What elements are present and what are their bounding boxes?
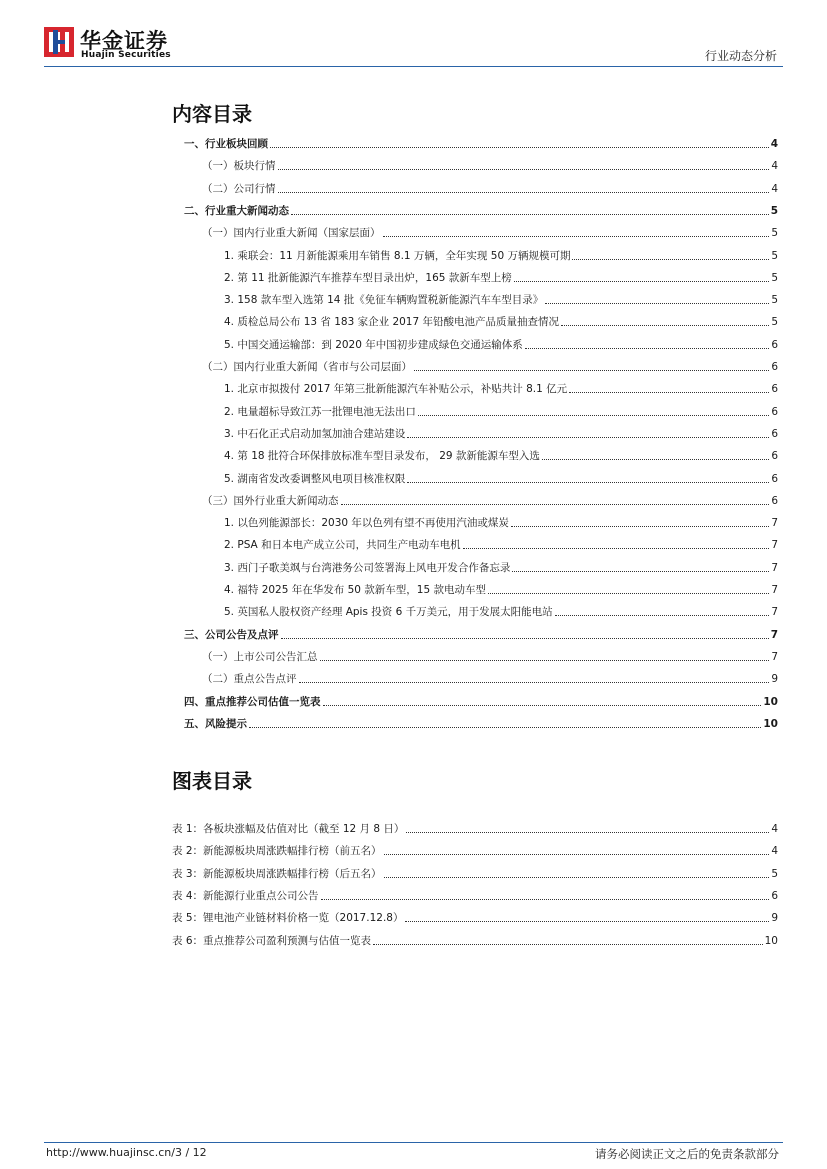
dot-leader	[281, 638, 769, 639]
dot-leader	[514, 281, 770, 282]
dot-leader	[488, 593, 769, 594]
toc-entry[interactable]	[172, 534, 778, 552]
dot-leader	[278, 169, 770, 170]
entry-label: （二）公司行情	[202, 182, 276, 195]
footer-url-page: http://www.huajinsc.cn/3 / 12	[46, 1146, 207, 1159]
toc-entry[interactable]	[172, 311, 778, 329]
entry-label: 一、行业板块回顾	[184, 138, 268, 150]
entry-page-number: 10	[763, 717, 778, 730]
entry-page-number: 6	[771, 450, 778, 463]
entry-page-number: 5	[770, 204, 778, 217]
toc-entry[interactable]	[172, 334, 778, 352]
dot-leader	[383, 236, 770, 237]
toc-entry[interactable]	[172, 512, 778, 530]
dot-leader	[525, 348, 770, 349]
entry-label: （一）国内行业重大新闻（国家层面）	[202, 227, 381, 240]
dot-leader	[512, 571, 769, 572]
entry-label: 四、重点推荐公司估值一览表	[184, 695, 321, 708]
entry-page-number: 5	[771, 316, 778, 329]
toc-entry[interactable]	[172, 445, 778, 463]
dot-leader	[561, 325, 769, 326]
toc-entry[interactable]	[172, 378, 778, 396]
dot-leader	[418, 415, 769, 416]
toc-entry[interactable]	[172, 646, 778, 664]
dot-leader	[555, 615, 770, 616]
entry-label: 5. 英国私人股权资产经理 Apis 投资 6 千万美元，用于发展太阳能电站	[224, 606, 553, 619]
table-list-entry[interactable]	[172, 840, 778, 858]
dot-leader	[545, 303, 769, 304]
dot-leader	[373, 944, 763, 945]
entry-page-number: 7	[771, 584, 778, 596]
entry-label: 表 1：各板块涨幅及估值对比（截至 12 月 8 日）	[172, 823, 405, 835]
entry-page-number: 5	[771, 294, 778, 307]
dot-leader	[299, 682, 770, 683]
toc-entry[interactable]	[172, 668, 778, 686]
entry-page-number: 6	[771, 338, 778, 351]
entry-page-number: 5	[771, 227, 778, 240]
entry-page-number: 6	[771, 472, 778, 485]
dot-leader	[384, 877, 770, 878]
entry-page-number: 6	[771, 427, 778, 440]
dot-leader	[511, 526, 769, 527]
dot-leader	[569, 392, 769, 393]
dot-leader	[414, 370, 769, 371]
entry-page-number: 4	[771, 823, 778, 835]
entry-page-number: 10	[764, 934, 778, 947]
entry-label: （二）重点公告点评	[202, 673, 297, 686]
logo-chinese-name: 华金证券	[80, 29, 168, 53]
entry-page-number: 6	[771, 383, 778, 396]
toc-entry[interactable]	[172, 713, 778, 731]
entry-label: 4. 福特 2025 年在华发布 50 款新车型，15 款电动车型	[224, 584, 486, 596]
toc-entry[interactable]	[172, 178, 778, 196]
company-logo	[44, 27, 184, 67]
toc-entry[interactable]	[172, 423, 778, 441]
footer-divider	[44, 1142, 783, 1143]
dot-leader	[321, 899, 770, 900]
entry-page-number: 7	[771, 517, 778, 530]
entry-label: 五、风险提示	[184, 717, 247, 730]
dot-leader	[572, 259, 769, 260]
entry-page-number: 4	[771, 160, 778, 173]
entry-label: 5. 中国交通运输部：到 2020 年中国初步建成绿色交通运输体系	[224, 338, 523, 351]
entry-label: 2. 第 11 批新能源汽车推荐车型目录出炉，165 款新车型上榜	[224, 271, 512, 284]
header-divider	[44, 66, 783, 67]
table-list-entry[interactable]	[172, 907, 778, 925]
entry-label: 三、公司公告及点评	[184, 628, 279, 641]
toc-entry[interactable]	[172, 245, 778, 263]
entry-page-number: 4	[771, 845, 778, 858]
toc-entry[interactable]	[172, 557, 778, 575]
entry-page-number: 6	[771, 361, 778, 373]
toc-entry[interactable]	[172, 155, 778, 173]
entry-label: （一）上市公司公告汇总	[202, 650, 318, 663]
entry-label: 1. 以色列能源部长：2030 年以色列有望不再使用汽油或煤炭	[224, 517, 509, 530]
dot-leader	[320, 660, 770, 661]
entry-page-number: 10	[763, 695, 778, 708]
entry-label: 表 3：新能源板块周涨跌幅排行榜（后五名）	[172, 867, 382, 880]
logo-english-name: Huajin Securities	[81, 50, 171, 60]
entry-page-number: 6	[771, 494, 778, 507]
entry-label: 表 6：重点推荐公司盈利预测与估值一览表	[172, 934, 372, 947]
entry-label: 2. 电量超标导致江苏一批锂电池无法出口	[224, 405, 416, 418]
toc-entry[interactable]	[172, 133, 778, 151]
entry-label: （二）国内行业重大新闻（省市与公司层面）	[202, 361, 412, 373]
toc-entry[interactable]	[172, 490, 778, 508]
entry-label: （一）板块行情	[202, 160, 276, 173]
entry-label: 表 2：新能源板块周涨跌幅排行榜（前五名）	[172, 845, 382, 858]
entry-label: （三）国外行业重大新闻动态	[202, 494, 339, 507]
entry-page-number: 9	[771, 673, 778, 686]
entry-label: 表 5：锂电池产业链材料价格一览（2017.12.8）	[172, 912, 404, 925]
report-type-label: 行业动态分析	[704, 49, 777, 63]
logo-mark-icon	[44, 27, 74, 57]
toc-entry[interactable]	[172, 468, 778, 486]
dot-leader	[270, 147, 769, 148]
entry-label: 4. 质检总局公布 13 省 183 家企业 2017 年铅酸电池产品质量抽查情况	[224, 316, 560, 329]
dot-leader	[407, 482, 769, 483]
dot-leader	[542, 459, 769, 460]
figures-heading: 图表目录	[172, 769, 252, 793]
toc-entry[interactable]	[172, 289, 778, 307]
page-header	[0, 0, 827, 70]
toc-entry[interactable]	[172, 691, 778, 709]
entry-label: 3. 158 款车型入选第 14 批《免征车辆购置税新能源汽车车型目录》	[224, 294, 544, 307]
entry-page-number: 7	[771, 650, 778, 663]
dot-leader	[323, 705, 762, 706]
toc-entry[interactable]	[172, 200, 778, 218]
entry-page-number: 6	[771, 889, 778, 902]
dot-leader	[405, 921, 769, 922]
list-of-tables	[172, 818, 778, 958]
entry-label: 3. 中石化正式启动加氢加油合建站建设	[224, 427, 406, 440]
dot-leader	[463, 548, 770, 549]
entry-page-number: 7	[771, 561, 778, 574]
entry-label: 1. 乘联会：11 月新能源乘用车销售 8.1 万辆，全年实现 50 万辆规模可期	[224, 249, 571, 262]
entry-page-number: 9	[771, 912, 778, 925]
entry-label: 二、行业重大新闻动态	[184, 204, 289, 217]
entry-page-number: 6	[771, 405, 778, 418]
entry-label: 4. 第 18 批符合环保排放标准车型目录发布， 29 款新能源车型入选	[224, 450, 540, 463]
table-of-contents	[172, 133, 778, 733]
entry-page-number: 4	[771, 182, 778, 195]
toc-entry[interactable]	[172, 579, 778, 597]
dot-leader	[249, 727, 761, 728]
dot-leader	[384, 854, 770, 855]
entry-label: 3. 西门子歌美飒与台湾港务公司签署海上风电开发合作备忘录	[224, 561, 511, 574]
table-list-entry[interactable]	[172, 863, 778, 881]
contents-heading: 内容目录	[172, 102, 252, 126]
entry-page-number: 5	[771, 867, 778, 880]
entry-label: 2. PSA 和日本电产成立公司，共同生产电动车电机	[224, 539, 461, 552]
entry-page-number: 4	[770, 138, 778, 150]
dot-leader	[341, 504, 770, 505]
entry-page-number: 7	[770, 628, 778, 641]
entry-page-number: 5	[771, 271, 778, 284]
entry-label: 5. 湖南省发改委调整风电项目核准权限	[224, 472, 406, 485]
dot-leader	[406, 832, 769, 833]
entry-page-number: 5	[771, 249, 778, 262]
toc-entry[interactable]	[172, 601, 778, 619]
table-list-entry[interactable]	[172, 885, 778, 903]
toc-entry[interactable]	[172, 222, 778, 240]
toc-entry[interactable]	[172, 267, 778, 285]
entry-page-number: 7	[771, 606, 778, 619]
table-list-entry[interactable]	[172, 818, 778, 836]
toc-entry[interactable]	[172, 624, 778, 642]
table-list-entry[interactable]	[172, 930, 778, 948]
entry-label: 1. 北京市拟拨付 2017 年第三批新能源汽车补贴公示，补贴共计 8.1 亿元	[224, 383, 568, 396]
toc-entry[interactable]	[172, 356, 778, 374]
dot-leader	[291, 214, 769, 215]
dot-leader	[407, 437, 769, 438]
toc-entry[interactable]	[172, 401, 778, 419]
entry-label: 表 4：新能源行业重点公司公告	[172, 889, 319, 902]
entry-page-number: 7	[771, 539, 778, 552]
dot-leader	[278, 192, 770, 193]
footer-disclaimer: 请务必阅读正文之后的免责条款部分	[595, 1147, 779, 1161]
